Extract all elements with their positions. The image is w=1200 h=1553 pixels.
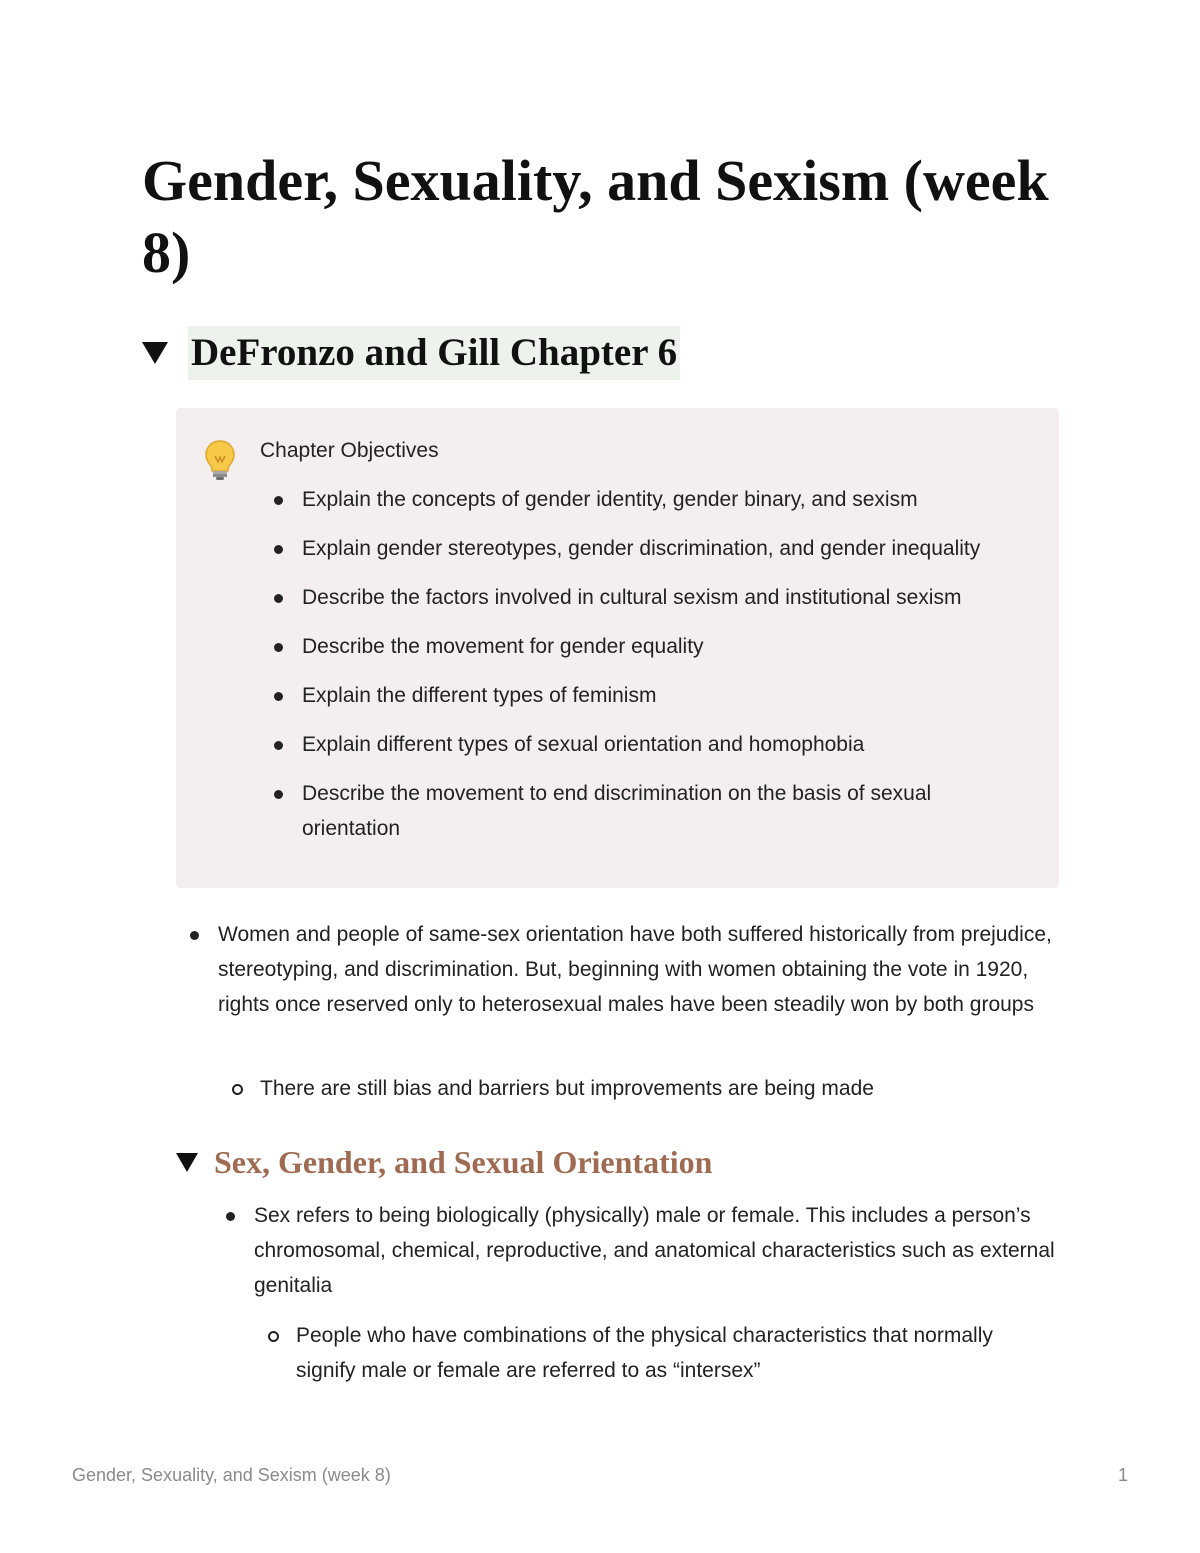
list-item-text: Explain the concepts of gender identity, gender binary, and sexism <box>302 488 918 511</box>
bullet-icon <box>274 594 283 603</box>
list-item <box>254 1198 1074 1303</box>
list-item-text: There are still bias and barriers but improvements are being made <box>260 1077 874 1100</box>
footer-page-number: 1 <box>1118 1465 1129 1485</box>
main-sub-bullet-list <box>260 1071 1060 1106</box>
bullet-icon <box>274 741 283 750</box>
bullet-icon <box>274 692 283 701</box>
page-title: Gender, Sexuality, and Sexism (week 8) <box>142 148 1049 285</box>
main-bullet-list <box>218 917 1068 1022</box>
hollow-bullet-icon <box>268 1331 279 1342</box>
list-item <box>302 678 1002 713</box>
list-item-text: Explain the different types of feminism <box>302 684 657 707</box>
list-item-text: Describe the factors involved in cultural sexism and institutional sexism <box>302 586 962 609</box>
list-item <box>302 629 1002 664</box>
list-item-text: Describe the movement to end discrimination on the basis of sexual orientation <box>302 782 932 840</box>
sex-sub-bullet-list <box>296 1318 1056 1388</box>
list-item-text: Women and people of same-sex orientation have both suffered historically from prejudice, stereotyping, and discrimination. But, beginning with women obtaining the vote in 1920, rights once reserved only to heterosexual males have been steadily won by both groups <box>218 923 1052 1016</box>
footer-title: Gender, Sexuality, and Sexism (week 8) <box>72 1465 391 1485</box>
lightbulb-icon <box>202 438 238 482</box>
bullet-icon <box>274 545 283 554</box>
list-item-text: Sex refers to being biologically (physically) male or female. This includes a person’s chromosomal, chemical, reproductive, and anatomical characteristics such as external genitalia <box>254 1204 1055 1297</box>
toggle-heading-label: Sex, Gender, and Sexual Orientation <box>214 1144 713 1180</box>
list-item-text: Describe the movement for gender equality <box>302 635 704 658</box>
bullet-icon <box>190 931 199 940</box>
list-item-text: Explain gender stereotypes, gender discrimination, and gender inequality <box>302 537 981 560</box>
bullet-icon <box>274 790 283 799</box>
list-item <box>302 580 1002 615</box>
bullet-icon <box>274 643 283 652</box>
hollow-bullet-icon <box>232 1084 243 1095</box>
sex-bullet-list <box>254 1198 1074 1303</box>
toggle-triangle-icon[interactable] <box>176 1153 198 1172</box>
list-item-text: People who have combinations of the physical characteristics that normally signify male or female are referred to as “intersex” <box>296 1324 993 1382</box>
toggle-heading-chapter[interactable] <box>142 326 680 380</box>
list-item <box>302 482 1002 517</box>
list-item-text: Explain different types of sexual orientation and homophobia <box>302 733 865 756</box>
list-item <box>218 917 1068 1022</box>
bullet-icon <box>274 496 283 505</box>
list-item <box>302 531 1002 566</box>
list-item <box>302 727 1002 762</box>
toggle-heading-sex-gender[interactable] <box>176 1140 712 1184</box>
bullet-icon <box>226 1212 235 1221</box>
list-item <box>296 1318 1056 1388</box>
list-item <box>302 776 1002 846</box>
toggle-triangle-icon[interactable] <box>142 342 168 364</box>
callout-title: Chapter Objectives <box>260 439 439 462</box>
list-item <box>260 1071 1060 1106</box>
toggle-heading-label: DeFronzo and Gill Chapter 6 <box>188 326 680 380</box>
objectives-list <box>302 482 1002 860</box>
